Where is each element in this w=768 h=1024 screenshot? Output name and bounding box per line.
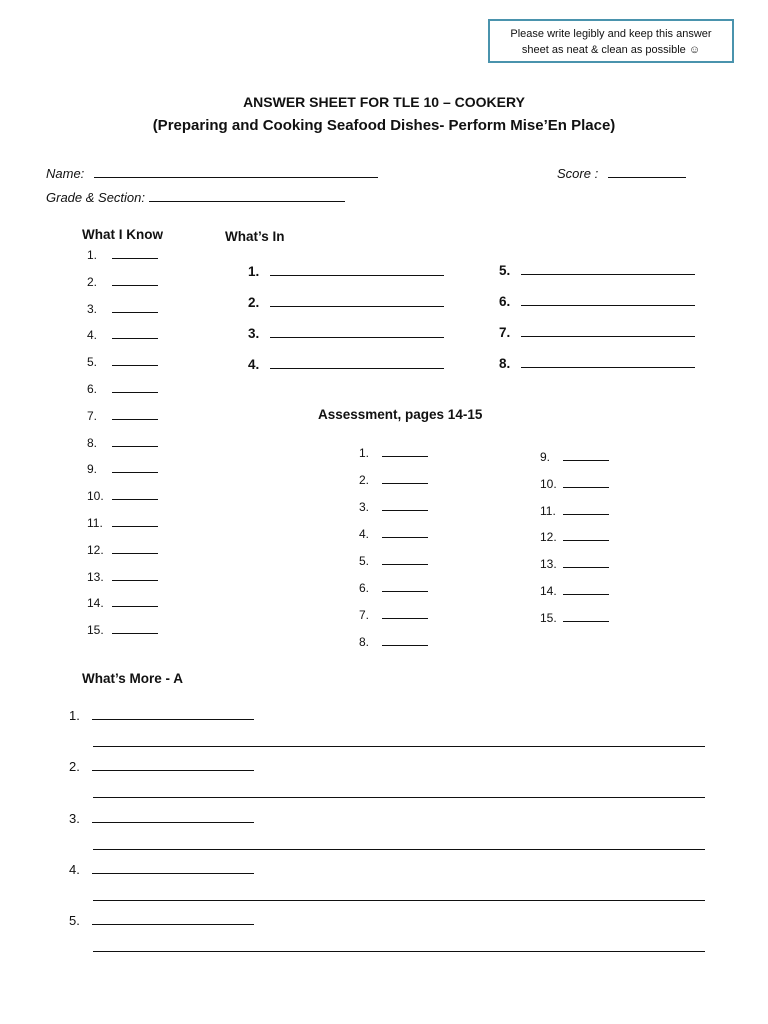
what-i-know-item-blank[interactable] (112, 275, 158, 286)
assessment-item-number: 13. (540, 557, 557, 572)
what-i-know-item-number: 12. (87, 542, 104, 557)
assessment-item[interactable] (359, 500, 428, 514)
assessment-item-blank[interactable] (382, 527, 428, 538)
instruction-note-line-1: Please write legibly and keep this answer (510, 28, 712, 40)
whats-in-item-number: 6. (499, 294, 511, 309)
what-i-know-item-number: 7. (87, 408, 98, 423)
what-i-know-item-blank[interactable] (112, 355, 158, 366)
whats-in-item-blank[interactable] (521, 326, 695, 337)
whats-more-explanation-line[interactable] (93, 797, 705, 798)
whats-in-item[interactable] (499, 325, 695, 340)
assessment-item-number: 7. (359, 608, 370, 622)
name-label: Name: (46, 166, 85, 181)
whats-more-item-number: 3. (69, 810, 80, 826)
whats-in-item-number: 2. (248, 295, 260, 310)
whats-more-explanation-line[interactable] (93, 900, 705, 901)
whats-in-heading: What’s In (225, 229, 285, 244)
whats-more-item-blank[interactable] (92, 812, 254, 823)
whats-more-item-blank[interactable] (92, 914, 254, 925)
whats-more-item-blank[interactable] (92, 863, 254, 874)
whats-more-explanation-line[interactable] (93, 951, 705, 952)
assessment-item-number: 12. (540, 530, 557, 545)
page-subtitle: (Preparing and Cooking Seafood Dishes- Perform Mise’En Place) (152, 117, 616, 134)
assessment-item-blank[interactable] (563, 450, 609, 461)
whats-in-item-blank[interactable] (270, 265, 444, 276)
grade-section-label: Grade & Section: (46, 190, 145, 205)
what-i-know-item[interactable] (87, 355, 158, 369)
what-i-know-item-blank[interactable] (112, 516, 158, 527)
whats-more-item-blank[interactable] (92, 709, 254, 720)
what-i-know-item-blank[interactable] (112, 570, 158, 581)
assessment-item-blank[interactable] (382, 500, 428, 511)
what-i-know-item[interactable] (87, 623, 158, 637)
what-i-know-item-blank[interactable] (112, 382, 158, 393)
whats-in-item-blank[interactable] (521, 357, 695, 368)
assessment-item-blank[interactable] (563, 557, 609, 568)
assessment-item-blank[interactable] (563, 477, 609, 488)
whats-in-item-number: 5. (499, 263, 511, 278)
grade-section-field[interactable] (46, 190, 345, 205)
assessment-item[interactable] (359, 446, 428, 460)
whats-in-item-number: 8. (499, 356, 511, 371)
whats-more-item[interactable] (69, 811, 254, 826)
what-i-know-heading: What I Know (82, 227, 163, 242)
whats-more-heading: What’s More - A (82, 671, 183, 686)
whats-more-item-number: 1. (69, 708, 80, 723)
whats-more-item[interactable] (69, 862, 254, 877)
assessment-item-blank[interactable] (563, 584, 609, 595)
whats-in-item-blank[interactable] (270, 296, 444, 307)
whats-in-item[interactable] (248, 264, 444, 279)
whats-in-item-number: 1. (248, 264, 260, 279)
assessment-item[interactable] (359, 527, 428, 541)
assessment-item-number: 1. (359, 446, 370, 460)
instruction-note-box (488, 19, 734, 63)
whats-in-item-number: 7. (499, 325, 511, 340)
what-i-know-item[interactable] (87, 462, 158, 476)
assessment-item-blank[interactable] (382, 635, 428, 646)
assessment-item-blank[interactable] (382, 473, 428, 484)
assessment-item[interactable] (540, 530, 609, 544)
assessment-item[interactable] (359, 554, 428, 568)
whats-in-item-blank[interactable] (270, 327, 444, 338)
assessment-item[interactable] (540, 611, 609, 625)
assessment-item[interactable] (540, 557, 609, 571)
whats-more-item-blank[interactable] (92, 760, 254, 771)
assessment-item-blank[interactable] (382, 608, 428, 619)
assessment-heading: Assessment, pages 14-15 (318, 407, 483, 422)
whats-in-item-number: 4. (248, 357, 260, 372)
what-i-know-item[interactable] (87, 570, 158, 584)
assessment-item-blank[interactable] (563, 530, 609, 541)
whats-in-item[interactable] (248, 357, 444, 372)
assessment-item[interactable] (359, 608, 428, 622)
instruction-note-line-2: sheet as neat & clean as possible ☺ (521, 44, 701, 56)
name-blank[interactable] (94, 167, 378, 178)
whats-more-explanation-line[interactable] (93, 849, 705, 850)
score-label: Score : (557, 166, 599, 181)
name-field[interactable] (46, 166, 378, 181)
whats-in-item[interactable] (499, 294, 695, 309)
what-i-know-item-number: 11. (87, 516, 103, 530)
whats-more-item-number: 2. (69, 759, 80, 775)
assessment-item-blank[interactable] (563, 611, 609, 622)
assessment-item-number: 3. (359, 500, 370, 514)
grade-section-blank[interactable] (149, 191, 345, 202)
assessment-item-number: 5. (359, 554, 370, 568)
what-i-know-item[interactable] (87, 596, 158, 610)
whats-more-item[interactable] (69, 708, 254, 723)
whats-in-item-blank[interactable] (270, 358, 444, 369)
what-i-know-item-number: 10. (87, 489, 104, 504)
what-i-know-item[interactable] (87, 382, 158, 396)
whats-in-item-number: 3. (248, 326, 260, 341)
what-i-know-item-number: 9. (87, 462, 98, 477)
what-i-know-item-number: 15. (87, 623, 104, 638)
assessment-item[interactable] (540, 450, 609, 464)
assessment-item[interactable] (359, 635, 428, 649)
whats-more-item-number: 4. (69, 861, 80, 877)
assessment-item[interactable] (359, 581, 428, 595)
what-i-know-item[interactable] (87, 302, 158, 316)
assessment-item[interactable] (540, 504, 609, 518)
whats-in-item-blank[interactable] (521, 264, 695, 275)
what-i-know-item-number: 3. (87, 301, 98, 316)
assessment-item-blank[interactable] (382, 446, 428, 457)
what-i-know-item[interactable] (87, 436, 158, 450)
whats-more-explanation-line[interactable] (93, 746, 705, 747)
what-i-know-item-number: 8. (87, 435, 98, 450)
what-i-know-item[interactable] (87, 489, 158, 503)
what-i-know-item-blank[interactable] (112, 623, 158, 634)
what-i-know-item-number: 4. (87, 328, 98, 343)
assessment-item[interactable] (540, 477, 609, 491)
what-i-know-item[interactable] (87, 275, 158, 289)
what-i-know-item-number: 6. (87, 382, 98, 396)
what-i-know-item-blank[interactable] (112, 489, 158, 500)
assessment-item-blank[interactable] (382, 581, 428, 592)
assessment-item-number: 6. (359, 581, 370, 595)
assessment-item-number: 14. (540, 584, 557, 598)
assessment-item[interactable] (359, 473, 428, 487)
what-i-know-item-blank[interactable] (112, 436, 158, 447)
whats-more-item-number: 5. (69, 913, 80, 929)
whats-in-item[interactable] (248, 326, 444, 341)
assessment-item-number: 10. (540, 476, 557, 491)
what-i-know-item[interactable] (87, 409, 158, 423)
assessment-item-blank[interactable] (382, 554, 428, 565)
what-i-know-item-blank[interactable] (112, 596, 158, 607)
what-i-know-item[interactable] (87, 328, 158, 342)
assessment-item[interactable] (540, 584, 609, 598)
what-i-know-item-blank[interactable] (112, 462, 158, 473)
what-i-know-item-blank[interactable] (112, 543, 158, 554)
assessment-item-number: 9. (540, 450, 551, 464)
page-title: ANSWER SHEET FOR TLE 10 – COOKERY (243, 94, 525, 110)
whats-in-item[interactable] (499, 356, 695, 371)
assessment-item-number: 15. (540, 610, 557, 625)
what-i-know-item-blank[interactable] (112, 302, 158, 313)
what-i-know-item-blank[interactable] (112, 248, 158, 259)
whats-more-item[interactable] (69, 759, 254, 774)
whats-in-item-blank[interactable] (521, 295, 695, 306)
assessment-item-number: 2. (359, 473, 370, 487)
what-i-know-item[interactable] (87, 516, 158, 530)
assessment-item-number: 8. (359, 635, 370, 649)
whats-in-item[interactable] (248, 295, 444, 310)
what-i-know-item[interactable] (87, 543, 158, 557)
what-i-know-item-number: 2. (87, 274, 98, 289)
score-field[interactable] (557, 166, 686, 181)
assessment-item-blank[interactable] (563, 504, 609, 515)
score-blank[interactable] (608, 167, 686, 178)
what-i-know-item-blank[interactable] (112, 328, 158, 339)
what-i-know-item-number: 13. (87, 569, 104, 584)
whats-more-item[interactable] (69, 913, 254, 928)
what-i-know-item-number: 14. (87, 596, 104, 611)
whats-in-item[interactable] (499, 263, 695, 278)
assessment-item-number: 4. (359, 527, 370, 541)
what-i-know-item[interactable] (87, 248, 158, 262)
what-i-know-item-number: 5. (87, 355, 98, 370)
assessment-item-number: 11. (540, 503, 556, 518)
what-i-know-item-blank[interactable] (112, 409, 158, 420)
what-i-know-item-number: 1. (87, 248, 98, 262)
